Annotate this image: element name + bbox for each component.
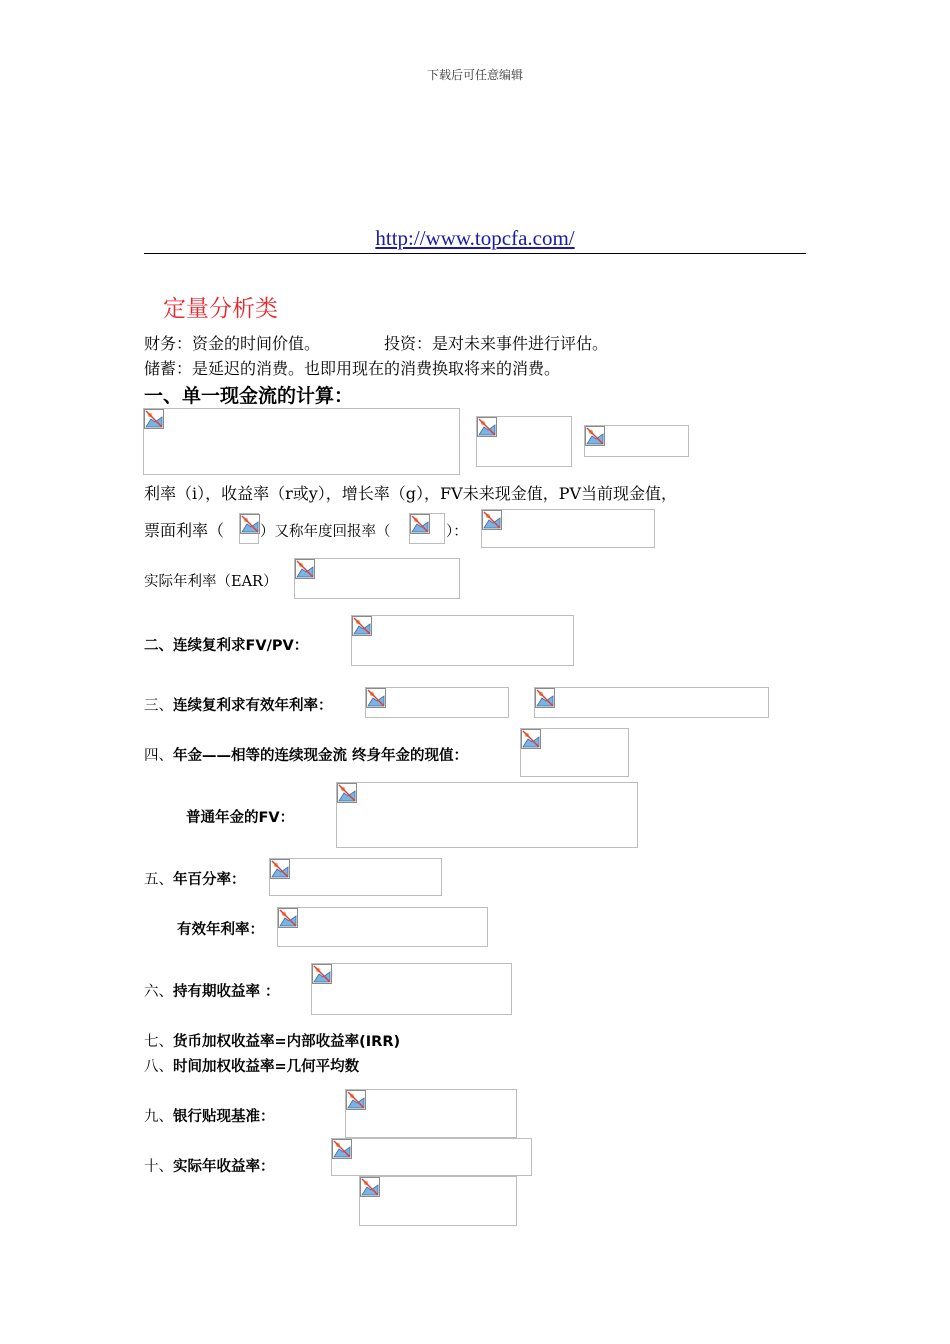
section2-heading: 二、连续复利求FV/PV： xyxy=(144,638,309,654)
annual-return-label: ）又称年度回报率（ xyxy=(260,524,391,540)
section10-heading: 十、实际年收益率： xyxy=(144,1159,275,1175)
broken-image-icon xyxy=(295,559,315,579)
broken-image-icon xyxy=(366,688,386,708)
formula-image xyxy=(584,425,689,457)
header-note: 下载后可任意编辑 xyxy=(426,68,523,82)
section9-heading: 九、银行贴现基准： xyxy=(144,1109,275,1125)
intro-investment: 投资：是对未来事件进行评估。 xyxy=(384,334,609,353)
broken-image-icon xyxy=(535,688,555,708)
broken-image-icon xyxy=(360,1177,380,1197)
broken-image-icon xyxy=(346,1090,366,1110)
formula-image xyxy=(351,615,574,666)
page-title: 定量分析类 xyxy=(163,296,278,322)
website-link[interactable]: http://www.topcfa.com/ xyxy=(375,226,575,250)
coupon-colon: ）： xyxy=(446,524,468,540)
section3-heading: 三、连续复利求有效年利率： xyxy=(144,698,333,714)
formula-image xyxy=(534,687,769,718)
section5-heading: 五、年百分率： xyxy=(144,872,246,888)
intro-savings: 储蓄：是延迟的消费。也即用现在的消费换取将来的消费。 xyxy=(144,359,561,378)
formula-image xyxy=(311,963,512,1015)
formula-image xyxy=(143,408,460,475)
formula-image xyxy=(336,782,638,848)
broken-image-icon xyxy=(337,783,357,803)
broken-image-icon xyxy=(332,1139,352,1159)
broken-image-icon xyxy=(312,964,332,984)
formula-image xyxy=(409,513,445,544)
ear-label: 实际年利率（EAR） xyxy=(144,574,278,590)
broken-image-icon xyxy=(278,908,298,928)
formula-image xyxy=(520,728,629,777)
broken-image-icon xyxy=(482,510,502,530)
header-divider xyxy=(144,253,806,254)
broken-image-icon xyxy=(144,409,164,429)
effective-rate-label: 有效年利率： xyxy=(177,922,264,938)
broken-image-icon xyxy=(410,514,430,534)
section6-heading: 六、持有期收益率 ： xyxy=(144,984,280,1000)
broken-image-icon xyxy=(477,417,497,437)
formula-image xyxy=(345,1089,517,1138)
formula-image xyxy=(277,907,488,947)
broken-image-icon xyxy=(585,426,605,446)
formula-image xyxy=(239,513,259,544)
variables-line: 利率（i），收益率（r或y），增长率（g），FV未来现金值，PV当前现金值， xyxy=(144,484,678,503)
formula-image xyxy=(359,1176,517,1226)
broken-image-icon xyxy=(352,616,372,636)
section1-heading: 一、单一现金流的计算： xyxy=(144,385,354,407)
broken-image-icon xyxy=(521,729,541,749)
formula-image xyxy=(331,1138,532,1176)
coupon-rate-label: 票面利率（ xyxy=(144,521,225,540)
formula-image xyxy=(365,687,509,718)
formula-image xyxy=(476,416,572,467)
section7-heading: 七、货币加权收益率=内部收益率(IRR) xyxy=(144,1034,401,1050)
broken-image-icon xyxy=(240,514,260,534)
formula-image xyxy=(269,858,442,896)
annuity-fv-label: 普通年金的FV： xyxy=(186,810,295,826)
formula-image xyxy=(481,509,655,548)
intro-finance: 财务：资金的时间价值。 xyxy=(144,334,321,353)
formula-image xyxy=(294,558,460,599)
section8-heading: 八、时间加权收益率=几何平均数 xyxy=(144,1059,360,1075)
broken-image-icon xyxy=(270,859,290,879)
section4-heading: 四、年金——相等的连续现金流 终身年金的现值： xyxy=(144,748,469,764)
